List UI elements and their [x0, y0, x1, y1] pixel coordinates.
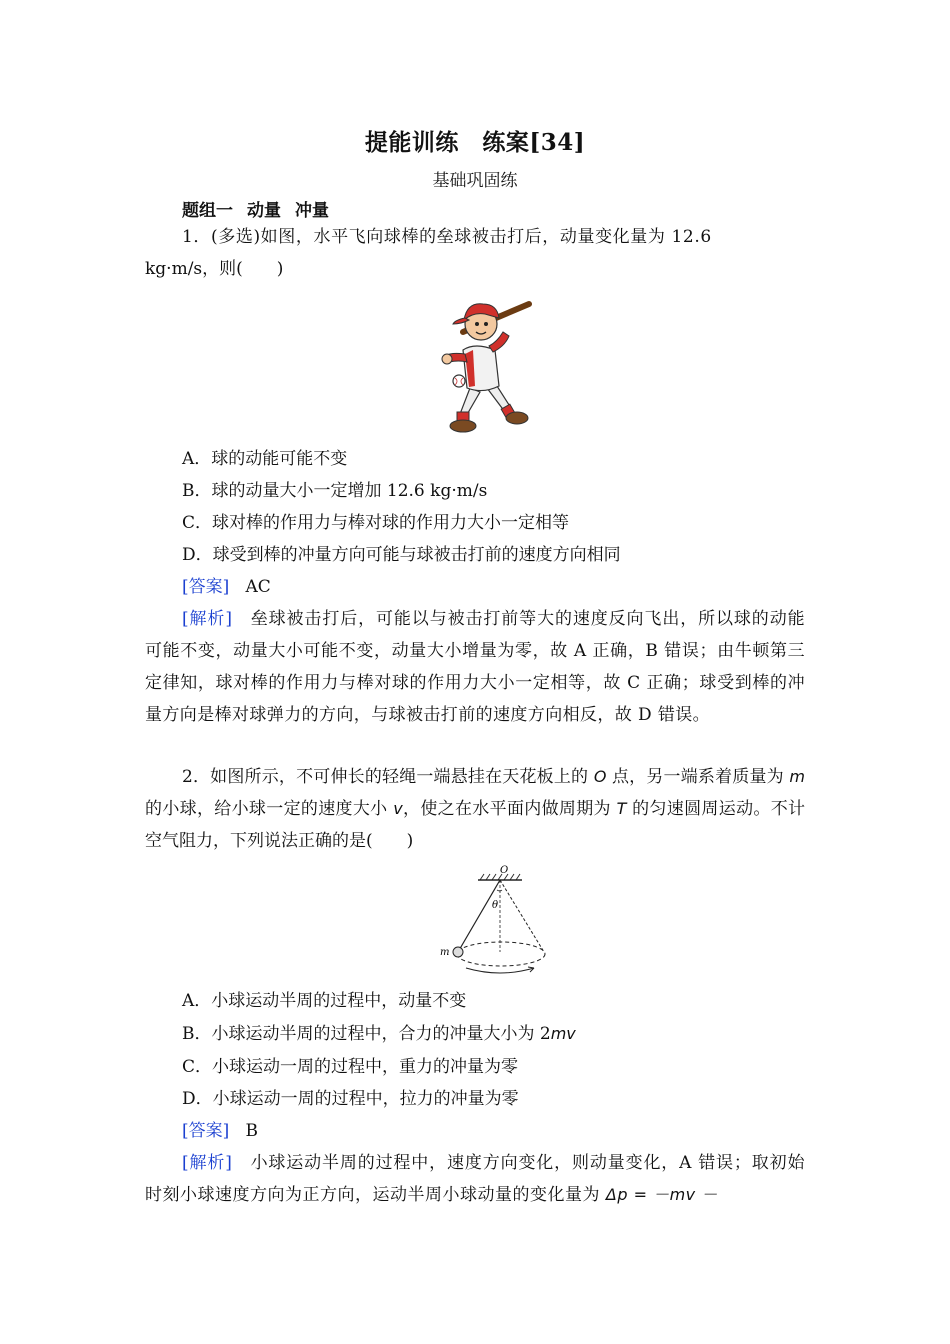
- motion-arrow: [466, 968, 534, 973]
- circular-path: [457, 942, 545, 966]
- ball-m: [453, 947, 463, 957]
- q1-stem: [145, 221, 805, 285]
- q2-option-c: C．小球运动一周的过程中，重力的冲量为零: [182, 1057, 519, 1077]
- eye-right: [484, 322, 488, 326]
- string: [458, 880, 500, 952]
- label-theta: θ: [492, 900, 499, 911]
- q2-stem-part: 的匀速圆周运动。不计空气阻力，下列说法正确的是( ): [145, 799, 806, 851]
- conical-pendulum-figure: [436, 864, 556, 982]
- left-hand: [442, 354, 452, 364]
- cone-edge: [500, 880, 544, 952]
- q2-option-d: D．小球运动一周的过程中，拉力的冲量为零: [182, 1089, 519, 1109]
- q2-analysis: [145, 1147, 805, 1211]
- q2-option-b-text: B．小球运动半周的过程中，合力的冲量大小为 2: [182, 1024, 551, 1044]
- q1-answer-value: AC: [245, 577, 271, 597]
- section-subtitle: 基础巩固练: [432, 171, 518, 191]
- q1-option-b: B．球的动量大小一定增加 12.6 kg·m/s: [182, 481, 488, 501]
- q2-answer-value: B: [245, 1121, 258, 1141]
- q2-answer-label: [答案]: [182, 1121, 230, 1141]
- baseball: [453, 375, 465, 387]
- q2-stem: [145, 761, 805, 857]
- q1-option-d: D．球受到棒的冲量方向可能与球被击打前的速度方向相同: [182, 545, 621, 565]
- right-shoe: [506, 412, 528, 424]
- q2-option-b-var: mv: [550, 1024, 576, 1043]
- group-topic-impulse: 冲量: [295, 201, 329, 221]
- q1-analysis-text: 垒球被击打后，可能以与被击打前等大的速度反向飞出，所以球的动能可能不变，动量大小可能不变，动量大小增量为零，故 A 正确，B 错误；由牛顿第三定律知，球对棒的作用力与棒对球的作用力大小一定相等，故 C 正确；球受到棒的冲量方向是棒对球弹力的方向，与球被击打前的速度方向相反，故 D 错误。: [145, 609, 805, 725]
- q2-option-a: A．小球运动半周的过程中，动量不变: [182, 991, 467, 1011]
- baseball-player-figure: [425, 290, 535, 438]
- q2-var-m: m: [789, 767, 806, 786]
- q1-option-c: C．球对棒的作用力与棒对球的作用力大小一定相等: [182, 513, 570, 533]
- q2-stem-part: 的小球，给小球一定的速度大小: [145, 799, 388, 819]
- q2-stem-part: 2．如图所示，不可伸长的轻绳一端悬挂在天花板上的: [182, 767, 589, 787]
- q2-analysis-label: [解析]: [182, 1153, 233, 1173]
- label-m: m: [440, 947, 450, 958]
- q1-option-a: A．球的动能可能不变: [182, 449, 348, 469]
- left-shoe: [450, 420, 476, 432]
- q1-stem-line1: 1．(多选)如图，水平飞向球棒的垒球被击打后，动量变化量为 12.6: [182, 227, 712, 247]
- q2-analysis-formula: Δp = －mv －: [605, 1185, 718, 1204]
- label-o: O: [500, 865, 509, 876]
- group-number: 题组一: [182, 201, 233, 221]
- q2-stem-part: 点，另一端系着质量为: [612, 767, 784, 787]
- q2-answer: [182, 1119, 258, 1143]
- topic-group-heading: [182, 196, 329, 221]
- page-title: 提能训练 练案[34]: [364, 129, 586, 156]
- q2-stem-part: ，使之在水平面内做周期为: [402, 799, 611, 819]
- eye-left: [475, 322, 479, 326]
- group-topic-momentum: 动量: [247, 201, 281, 221]
- q2-analysis-text: 小球运动半周的过程中，速度方向变化，则动量变化，A 错误；取初始时刻小球速度方向为正方向，运动半周小球动量的变化量为: [145, 1153, 805, 1205]
- angle-arc: [497, 890, 502, 891]
- q1-answer: [182, 575, 271, 599]
- q2-var-o: O: [593, 767, 607, 786]
- q2-option-b: [182, 1022, 576, 1046]
- q1-analysis-label: [解析]: [182, 609, 233, 629]
- q2-var-t: T: [616, 799, 627, 818]
- q1-analysis: [145, 603, 805, 731]
- q2-var-v: v: [393, 799, 403, 818]
- q1-answer-label: [答案]: [182, 577, 230, 597]
- q1-stem-line2: kg·m/s，则( ): [145, 259, 284, 279]
